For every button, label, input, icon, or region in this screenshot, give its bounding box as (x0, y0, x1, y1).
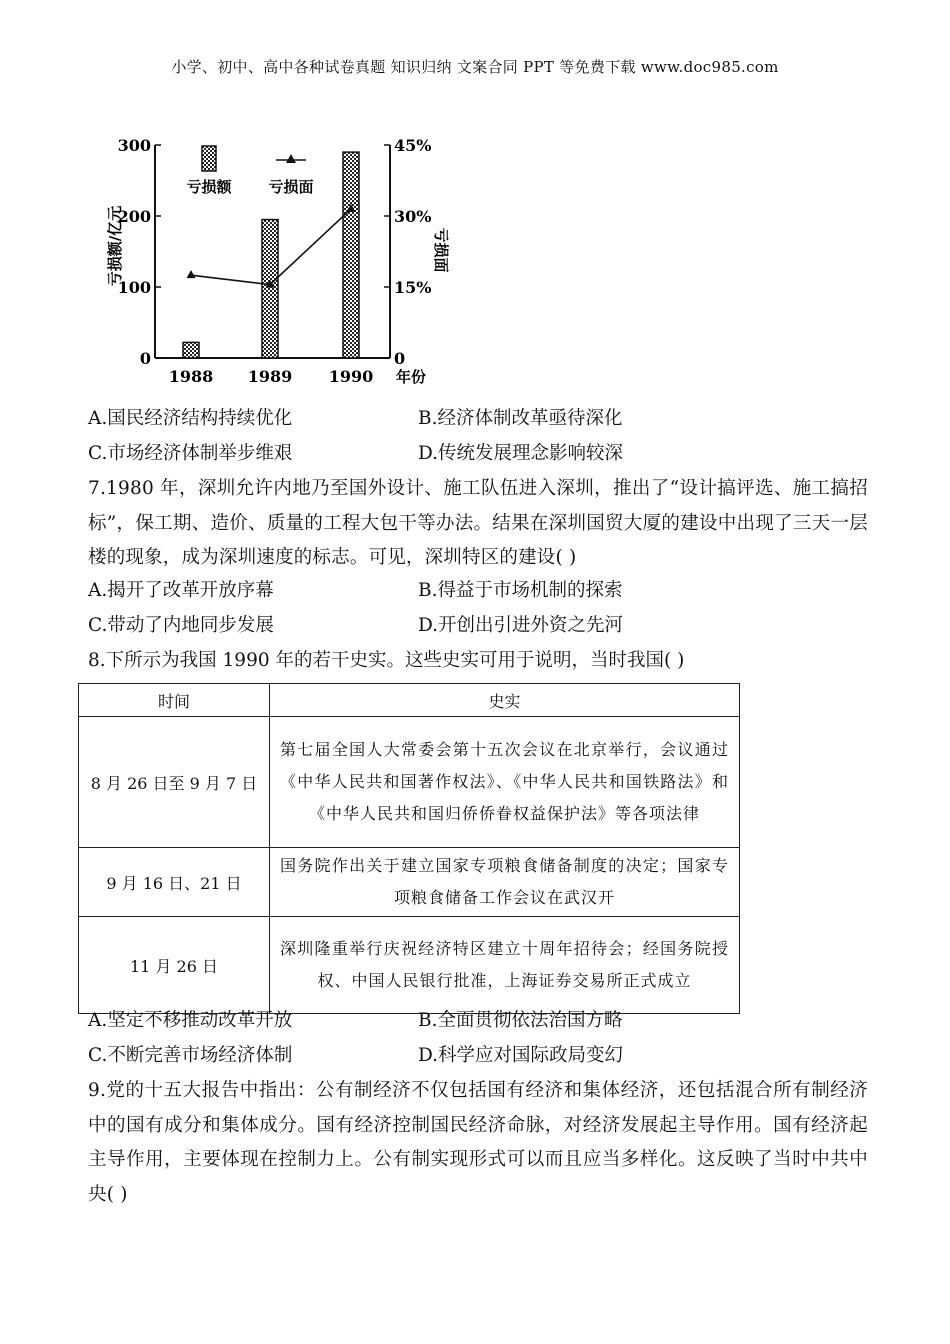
table-row (79, 848, 740, 917)
table-cell-time: 8 月 26 日至 9 月 7 日 (79, 717, 270, 848)
table-header-time: 时间 (79, 684, 270, 717)
table-header-row (79, 684, 740, 717)
left-tick-label: 300 (117, 136, 151, 155)
right-tick-label: 45% (394, 136, 432, 155)
q8-option-d: D.科学应对国际政局变幻 (418, 1045, 624, 1066)
table-header-facts: 史实 (270, 684, 740, 717)
legend-bar-swatch (202, 146, 216, 171)
q7-option-c: C.带动了内地同步发展 (88, 615, 274, 636)
right-tick-label: 0 (394, 349, 406, 368)
q6-option-c: C.市场经济体制举步维艰 (88, 443, 293, 464)
legend-line-label: 亏损面 (268, 178, 314, 196)
q7-option-a: A.揭开了改革开放序幕 (88, 580, 274, 601)
x-tick-label: 1988 (168, 367, 214, 386)
legend-bar-label: 亏损额 (186, 178, 232, 196)
x-tick-label: 1990 (328, 367, 374, 386)
legend-line-marker (286, 154, 296, 163)
table-cell-time: 9 月 16 日、21 日 (79, 848, 270, 917)
table-cell-fact: 国务院作出关于建立国家专项粮食储备制度的决定；国家专项粮食储备工作会议在武汉开 (270, 848, 740, 917)
left-tick-label: 100 (117, 278, 151, 297)
history-table (78, 683, 740, 1014)
left-tick-label: 0 (139, 349, 151, 368)
x-axis-title: 年份 (396, 368, 427, 386)
page-header: 小学、初中、高中各种试卷真题 知识归纳 文案合同 PPT 等免费下载 www.doc985.com (171, 58, 779, 76)
table-row (79, 717, 740, 848)
table-cell-time: 11 月 26 日 (79, 917, 270, 1014)
left-axis-title: 亏损额/亿元 (106, 205, 124, 287)
q8-option-b: B.全面贯彻依法治国方略 (418, 1010, 623, 1031)
right-tick-label: 15% (394, 278, 432, 297)
q7-option-b: B.得益于市场机制的探索 (418, 580, 623, 601)
right-tick-label: 30% (394, 207, 432, 226)
left-tick-label: 200 (117, 207, 151, 226)
table-row (79, 917, 740, 1014)
q8-option-c: C.不断完善市场经济体制 (88, 1045, 293, 1066)
bar-loss-amount (262, 220, 278, 358)
bar-loss-amount (343, 152, 359, 358)
loss-chart (100, 128, 460, 386)
x-tick-label: 1989 (247, 367, 293, 386)
q6-option-d: D.传统发展理念影响较深 (418, 443, 624, 464)
q8-stem: 8.下所示为我国 1990 年的若干史实。这些史实可用于说明，当时我国( ) (88, 650, 685, 671)
q7-stem: 7.1980 年，深圳允许内地乃至国外设计、施工队伍进入深圳，推出了“设计搞评选、施工搞招标”，保工期、造价、质量的工程大包干等办法。结果在深圳国贸大厦的建设中出现了三天一层楼的现象，成为深圳速度的标志。可见，深圳特区的建设( ) (88, 478, 868, 568)
q8-option-a: A.坚定不移推动改革开放 (88, 1010, 293, 1031)
q6-option-a: A.国民经济结构持续优化 (88, 408, 293, 429)
table-cell-fact: 第七届全国人大常委会第十五次会议在北京举行，会议通过《中华人民共和国著作权法》、《中华人民共和国铁路法》和《中华人民共和国归侨侨眷权益保护法》等各项法律 (270, 717, 740, 848)
loss-ratio-point (187, 270, 196, 278)
q9-stem: 9.党的十五大报告中指出：公有制经济不仅包括国有经济和集体经济，还包括混合所有制经济中的国有成分和集体成分。国有经济控制国民经济命脉，对经济发展起主导作用。国有经济起主导作用，主要体现在控制力上。公有制实现形式可以而且应当多样化。这反映了当时中共中央( ) (88, 1080, 868, 1205)
q6-option-b: B.经济体制改革亟待深化 (418, 408, 623, 429)
q7-option-d: D.开创出引进外资之先河 (418, 615, 624, 636)
right-axis-title: 亏损面 (432, 227, 450, 273)
table-cell-fact: 深圳隆重举行庆祝经济特区建立十周年招待会；经国务院授权、中国人民银行批准，上海证券交易所正式成立 (270, 917, 740, 1014)
bar-loss-amount (183, 342, 199, 358)
